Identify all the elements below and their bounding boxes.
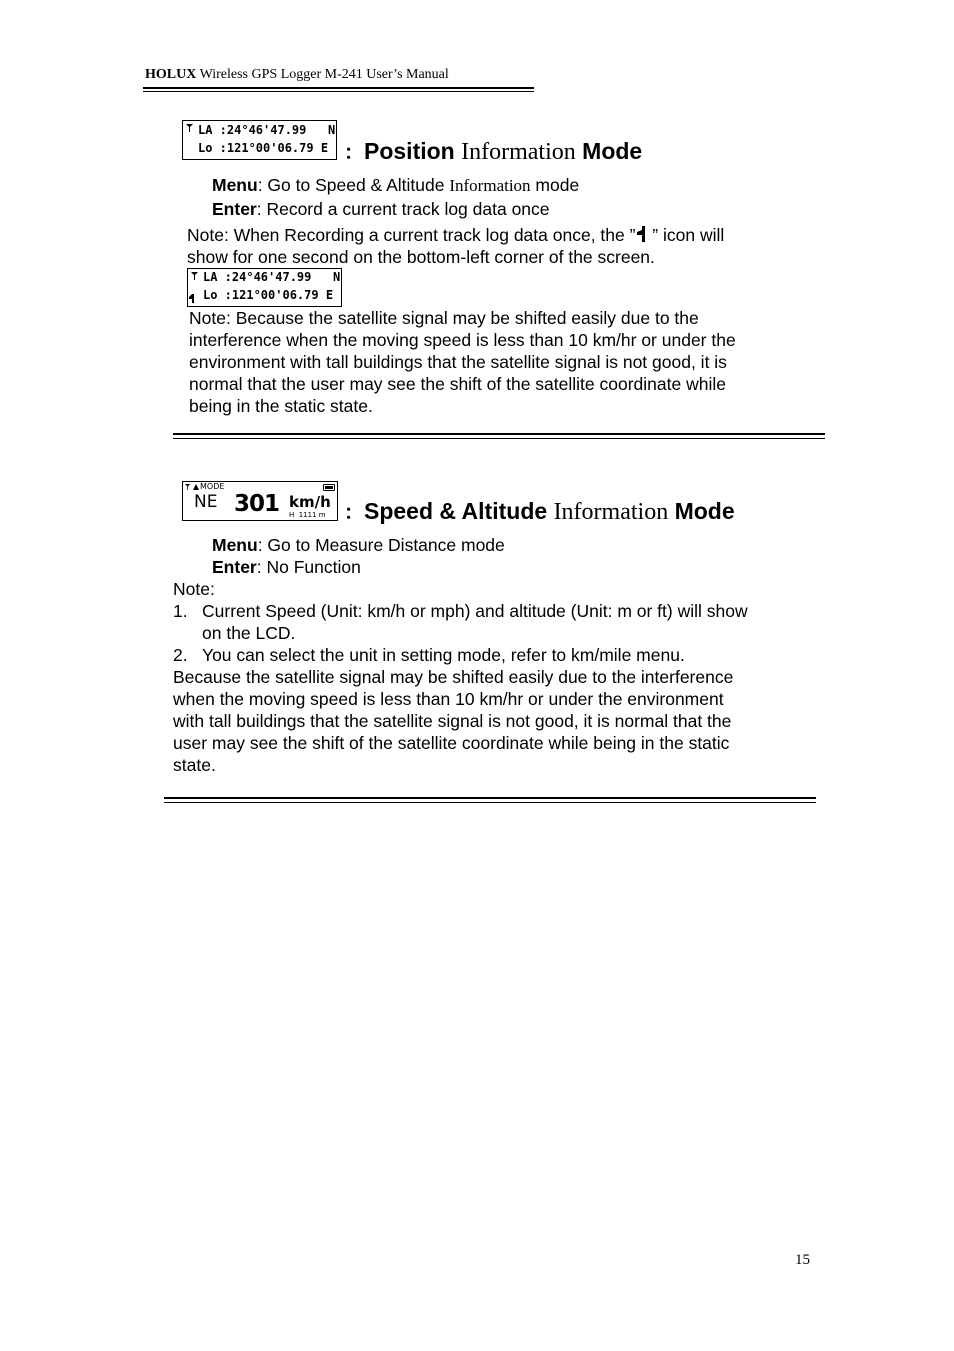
menu-text: : Go to Measure Distance mode bbox=[257, 535, 505, 555]
header-rule-thin bbox=[143, 91, 534, 92]
menu-information-word: Information bbox=[449, 176, 531, 195]
signal-icon bbox=[186, 124, 194, 132]
note-line: Note: Because the satellite signal may be shifted easily due to the bbox=[189, 308, 699, 328]
note-label: Note: bbox=[173, 579, 215, 599]
section-divider bbox=[164, 797, 816, 799]
menu-label: Menu bbox=[212, 175, 258, 195]
speed-menu-line bbox=[212, 534, 505, 556]
menu-label: Menu bbox=[212, 535, 258, 555]
note-record-line-1 bbox=[187, 224, 724, 246]
list-item-number: 1. bbox=[173, 601, 188, 621]
position-lcd-with-record-icon bbox=[187, 268, 342, 307]
title-colon: ： bbox=[344, 142, 364, 164]
running-header bbox=[145, 67, 449, 83]
list-item-number: 2. bbox=[173, 645, 188, 665]
title-information-word: Information bbox=[461, 139, 576, 165]
battery-icon bbox=[323, 484, 335, 491]
lcd-direction: NE bbox=[194, 492, 218, 512]
position-mode-title bbox=[344, 136, 642, 166]
position-enter-line bbox=[212, 198, 550, 220]
paragraph-line: state. bbox=[173, 755, 216, 775]
signal-icon bbox=[185, 484, 191, 490]
enter-label: Enter bbox=[212, 557, 257, 577]
section-divider bbox=[173, 433, 825, 435]
note-record-line-2: show for one second on the bottom-left corner of the screen. bbox=[187, 247, 655, 267]
list-item-line: Current Speed (Unit: km/h or mph) and altitude (Unit: m or ft) will show bbox=[202, 601, 748, 621]
satellite-shift-paragraph bbox=[173, 666, 733, 776]
lcd-longitude: Lo :121°00'06.79 E bbox=[203, 288, 334, 302]
record-icon bbox=[635, 226, 647, 243]
position-menu-line bbox=[212, 174, 579, 197]
header-title: Wireless GPS Logger M-241 User’s Manual bbox=[196, 67, 449, 82]
header-rule bbox=[143, 87, 534, 89]
position-lcd-screenshot bbox=[182, 120, 337, 160]
enter-text: : No Function bbox=[256, 557, 361, 577]
altitude-icon bbox=[193, 484, 199, 490]
lcd-longitude: Lo :121°00'06.79 E bbox=[198, 141, 329, 155]
lcd-speed-unit: km/h bbox=[289, 493, 331, 511]
enter-text: : Record a current track log data once bbox=[256, 199, 550, 219]
title-mode-word: Mode bbox=[668, 498, 735, 524]
lcd-mode-label: MODE bbox=[200, 482, 225, 491]
title-mode-word: Mode bbox=[575, 138, 643, 164]
paragraph-line: with tall buildings that the satellite signal is not good, it is normal that the bbox=[173, 711, 732, 731]
lcd-latitude: LA :24°46'47.99 N bbox=[203, 270, 341, 284]
note-line: interference when the moving speed is less than 10 km/hr or under the bbox=[189, 330, 736, 350]
title-text: Speed & Altitude bbox=[364, 498, 554, 524]
paragraph-line: user may see the shift of the satellite coordinate while being in the static bbox=[173, 733, 730, 753]
paragraph-line: when the moving speed is less than 10 km/hr or under the environment bbox=[173, 689, 724, 709]
list-item-line: on the LCD. bbox=[202, 623, 296, 643]
section-divider-thin bbox=[173, 438, 825, 439]
section-divider-thin bbox=[164, 802, 816, 803]
signal-icon bbox=[191, 272, 199, 280]
lcd-speed: 301 bbox=[234, 491, 280, 517]
list-item bbox=[202, 600, 748, 644]
record-icon bbox=[189, 294, 195, 303]
title-colon: ： bbox=[344, 502, 364, 524]
speed-enter-line bbox=[212, 556, 361, 578]
note-line: being in the static state. bbox=[189, 396, 373, 416]
paragraph-line: Because the satellite signal may be shifted easily due to the interference bbox=[173, 667, 734, 687]
title-information-word: Information bbox=[553, 499, 669, 525]
lcd-latitude: LA :24°46'47.99 N bbox=[198, 123, 336, 137]
enter-label: Enter bbox=[212, 199, 257, 219]
list-item bbox=[202, 644, 685, 666]
note-line: environment with tall buildings that the satellite signal is not good, it is bbox=[189, 352, 727, 372]
speed-lcd-screenshot bbox=[182, 481, 338, 521]
header-brand: HOLUX bbox=[145, 67, 197, 82]
note-text-a: Note: When Recording a current track log data once, the ” bbox=[187, 225, 636, 245]
note-text-b: ” icon will bbox=[647, 225, 725, 245]
speed-mode-title bbox=[344, 496, 735, 526]
page-number: 15 bbox=[795, 1252, 810, 1268]
lcd-altitude: H 1111 m bbox=[289, 511, 326, 519]
title-text: Position bbox=[364, 138, 462, 164]
note-line: normal that the user may see the shift of the satellite coordinate while bbox=[189, 374, 726, 394]
menu-mode-word: mode bbox=[530, 175, 580, 195]
menu-text: : Go to Speed & Altitude bbox=[257, 175, 450, 195]
list-item-line: You can select the unit in setting mode, refer to km/mile menu. bbox=[202, 645, 685, 665]
satellite-shift-note bbox=[189, 307, 736, 417]
